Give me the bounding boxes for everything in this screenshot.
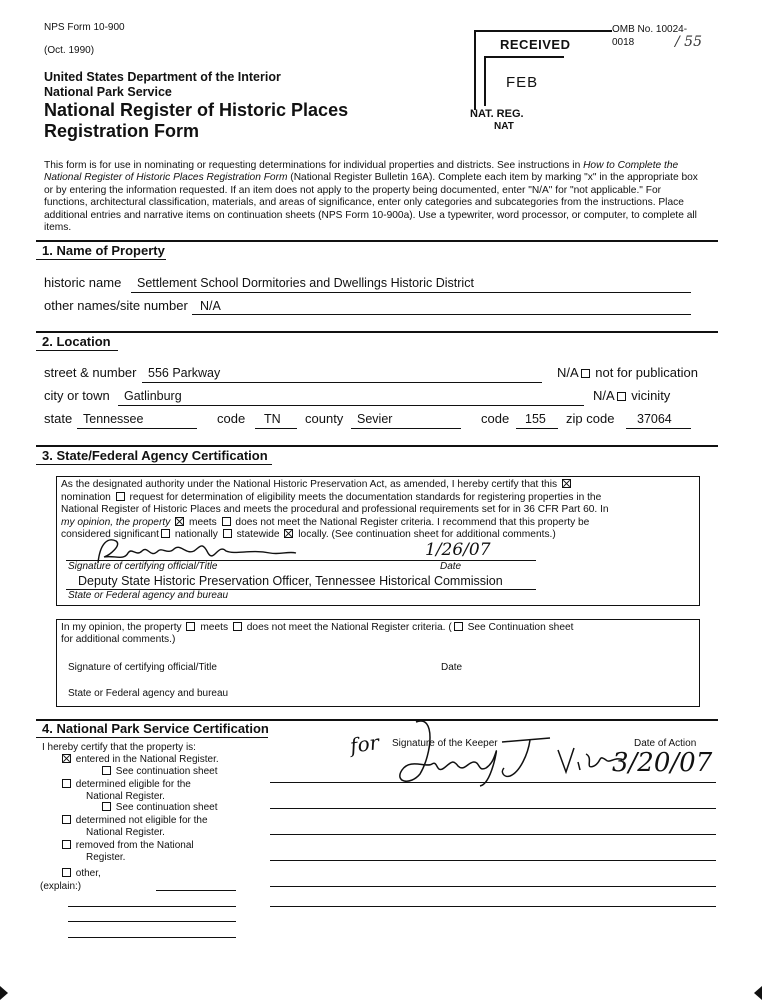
box2-signature-label: Signature of certifying official/Title <box>68 662 217 673</box>
commenting-official-text: In my opinion, the property meets does not meet the National Register criteria. ( See Continuation sheet for additional comments.) <box>61 622 574 646</box>
omb-number-2: 0018 <box>612 37 635 48</box>
box2-meets-checkbox[interactable] <box>186 622 195 631</box>
service: National Park Service <box>44 85 172 99</box>
city-value[interactable]: Gatlinburg <box>124 389 182 403</box>
stamp-received: RECEIVED <box>500 37 571 52</box>
department: United States Department of the Interior <box>44 70 281 84</box>
eligible-line2: National Register. <box>86 791 165 802</box>
entered-checkbox[interactable] <box>62 754 71 763</box>
section-rule <box>36 331 718 333</box>
vicinity-checkbox[interactable] <box>617 392 626 401</box>
state-value[interactable]: Tennessee <box>83 412 144 426</box>
form-date: (Oct. 1990) <box>44 45 95 56</box>
other-checkbox[interactable] <box>62 868 71 877</box>
box2-date-label: Date <box>441 662 463 673</box>
action-date: 3/20/07 <box>612 748 713 778</box>
removed-option[interactable]: removed from the National <box>60 840 194 851</box>
form-number: NPS Form 10-900 <box>44 22 125 33</box>
zip-label: zip code <box>566 411 615 426</box>
signature-label: Signature of certifying official/Title <box>68 561 218 572</box>
does-not-meet-checkbox[interactable] <box>222 517 231 526</box>
scan-corner-mark <box>0 986 8 1000</box>
section-3-heading: 3. State/Federal Agency Certification <box>42 448 268 463</box>
omb-number: OMB No. 10024- <box>612 24 688 35</box>
eligible-option[interactable]: determined eligible for the <box>60 779 191 790</box>
removed-checkbox[interactable] <box>62 840 71 849</box>
state-code-label: code <box>217 411 246 426</box>
state-label: state <box>44 411 73 426</box>
other-names-line <box>192 314 691 315</box>
county-value[interactable]: Sevier <box>357 412 393 426</box>
certify-label: I hereby certify that the property is: <box>42 742 196 753</box>
county-code-value[interactable]: 155 <box>525 412 546 426</box>
not-for-publication-checkbox[interactable] <box>581 369 590 378</box>
section-4-heading: 4. National Park Service Certification <box>42 721 269 736</box>
historic-name-label: historic name <box>44 275 122 290</box>
meets-checkbox[interactable] <box>175 517 184 526</box>
scan-corner-mark <box>754 986 762 1000</box>
vicinity[interactable]: N/A vicinity <box>593 388 671 403</box>
not-for-publication[interactable]: N/A not for publication <box>557 365 698 380</box>
zip-value[interactable]: 37064 <box>637 412 672 426</box>
box2-agency-label: State or Federal agency and bureau <box>68 688 229 699</box>
nomination-checkbox[interactable] <box>562 479 571 488</box>
continuation-checkbox-2[interactable] <box>102 802 111 811</box>
state-certification-text: As the designated authority under the National Historic Preservation Act, as amended, I hereby certify that this nomination request for determination of eligibility meets the documentation standards for registering properties in the National Register of Historic Places and meets the procedural and professional requirements set for in 36 CFR Part 60. In my opinion, the property meets does not meet the National Register criteria. I recommend that this property be considered significant nationally statewide locally. (See continuation sheet for additional comments.) <box>61 479 609 541</box>
section-rule <box>36 445 718 447</box>
instructions: This form is for use in nominating or requesting determinations for individual properties and districts. See instructions in How to Complete the National Register of Historic Places Registration Form (National Register Bulletin 16A). Complete each item by marking "x" in the appropriate box or by entering the information requested. If an item does not apply to the property being documented, enter "N/A" for "not applicable." For functions, architectural classification, materials, and areas of significance, enter only categories and subcategories from the instructions. Place additional entries and narrative items on continuation sheets (NPS Form 10-900a). Use a typewriter, word processor, or computer, to complete all items. <box>44 160 698 234</box>
box2-does-not-meet-checkbox[interactable] <box>233 622 242 631</box>
removed-line2: Register. <box>86 852 126 863</box>
city-line <box>118 405 584 406</box>
other-names-value[interactable]: N/A <box>200 299 221 313</box>
see-continuation-1[interactable]: See continuation sheet <box>100 766 218 777</box>
other-option[interactable]: other, <box>60 868 101 879</box>
city-label: city or town <box>44 388 110 403</box>
eligible-checkbox[interactable] <box>62 779 71 788</box>
page-subtitle: Registration Form <box>44 121 200 141</box>
state-code-value[interactable]: TN <box>264 412 281 426</box>
continuation-checkbox-1[interactable] <box>102 766 111 775</box>
other-names-label: other names/site number <box>44 298 188 313</box>
explain-label: (explain:) <box>40 881 82 892</box>
official-title: Deputy State Historic Preservation Officer, Tennessee Historical Commission <box>78 574 503 588</box>
county-label: county <box>305 411 344 426</box>
not-eligible-option[interactable]: determined not eligible for the <box>60 815 208 826</box>
agency-label: State or Federal agency and bureau <box>68 590 229 601</box>
page-title: National Register of Historic Places <box>44 100 349 120</box>
section-rule <box>36 240 718 242</box>
date-label: Date <box>440 561 462 572</box>
section-2-heading: 2. Location <box>42 334 111 349</box>
entered-option[interactable]: entered in the National Register. <box>60 754 219 765</box>
historic-name-line <box>131 292 691 293</box>
see-continuation-2[interactable]: See continuation sheet <box>100 802 218 813</box>
box2-continuation-checkbox[interactable] <box>454 622 463 631</box>
street-label: street & number <box>44 365 137 380</box>
stamp-feb: FEB <box>506 74 539 91</box>
keeper-label: Signature of the Keeper <box>392 738 498 749</box>
street-line <box>142 382 542 383</box>
request-checkbox[interactable] <box>116 492 125 501</box>
stamp-nat: NAT <box>494 121 514 132</box>
county-code-label: code <box>481 411 510 426</box>
handwritten-number: / 55 <box>675 34 702 50</box>
stamp-natreg: NAT. REG. <box>470 108 524 120</box>
street-value[interactable]: 556 Parkway <box>148 366 221 380</box>
action-date-label: Date of Action <box>634 738 697 749</box>
for-handwritten: for <box>348 730 381 758</box>
certification-date: 1/26/07 <box>425 540 491 560</box>
historic-name-value[interactable]: Settlement School Dormitories and Dwellings Historic District <box>137 276 474 290</box>
section-1-heading: 1. Name of Property <box>42 243 165 258</box>
not-eligible-checkbox[interactable] <box>62 815 71 824</box>
not-eligible-line2: National Register. <box>86 827 165 838</box>
